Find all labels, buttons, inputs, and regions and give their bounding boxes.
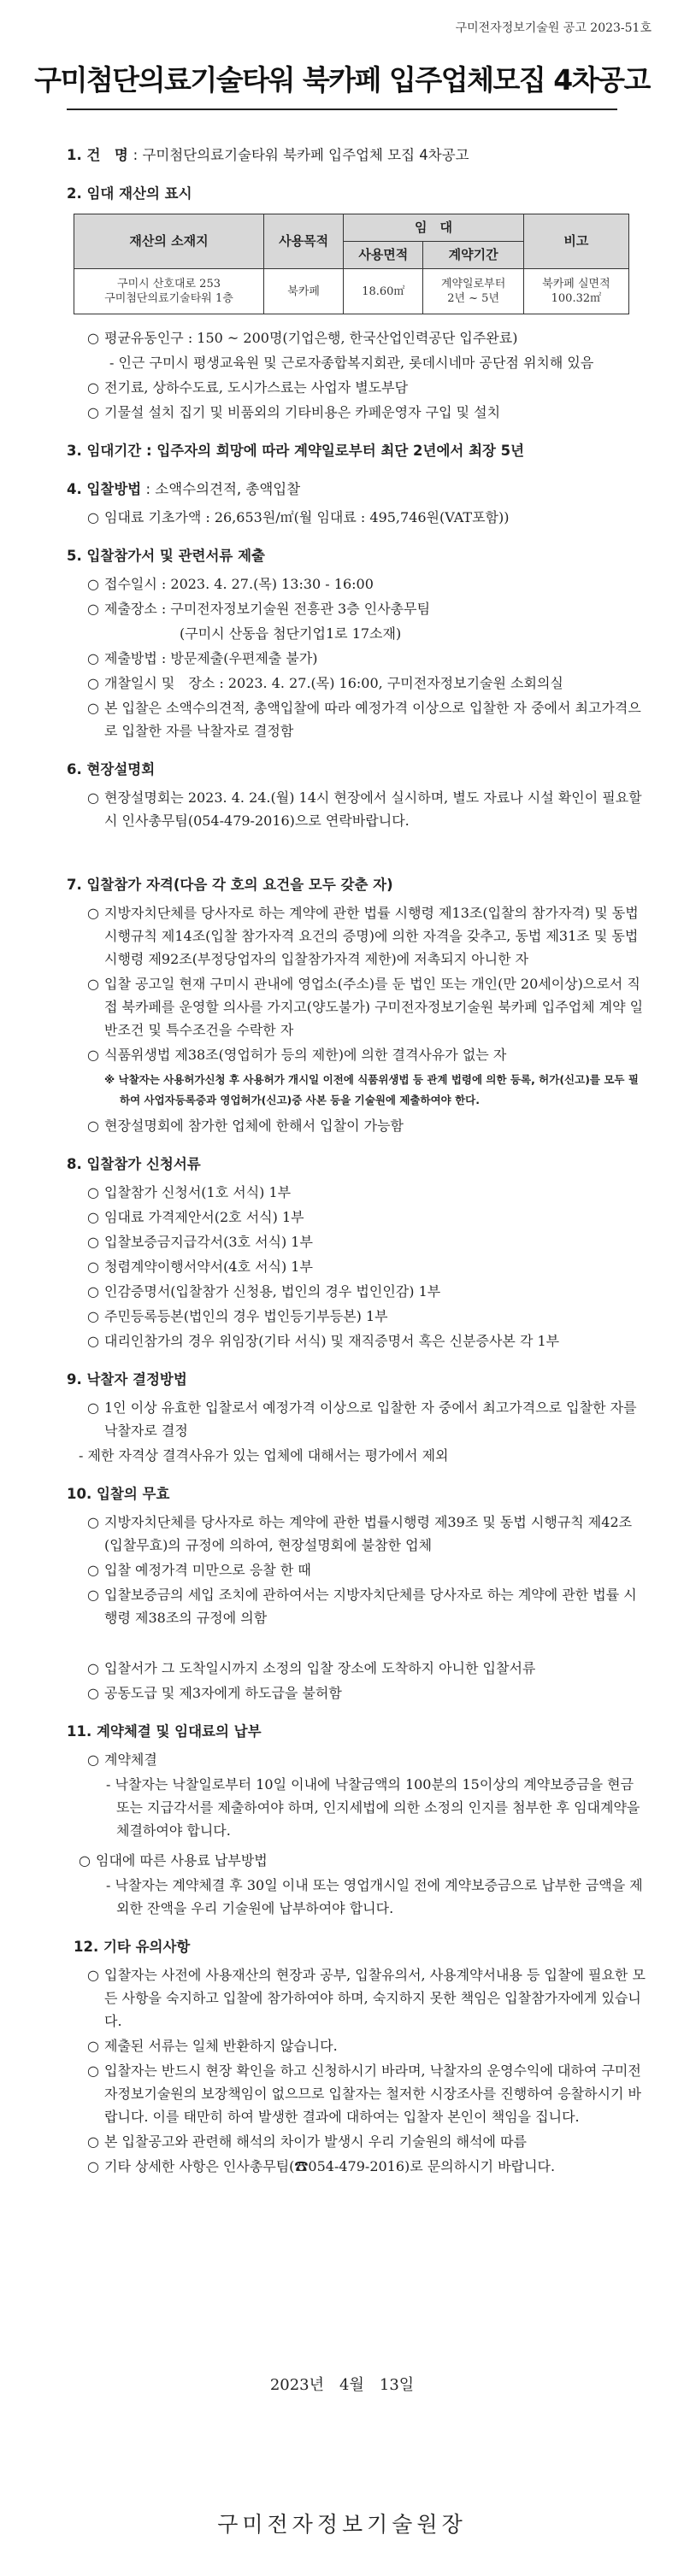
bullet-marker: ○ (87, 1308, 99, 1324)
bullet-marker: ○ (87, 404, 99, 420)
bullet-marker: ○ (87, 1660, 99, 1676)
list-item (86, 1230, 648, 1253)
bullet-marker: ○ (87, 601, 99, 617)
bullet-marker: ○ (87, 1184, 99, 1200)
item-text: 지방자치단체를 당사자로 하는 계약에 관한 법률 시행령 제13조(입찰의 참가자격) 및 동법시행규칙 제14조(입찰 참가자격 요건의 증명)에 의한 자격을 갖추고, 동법 제31조 및 동법 시행령 제92조(부정당업자의 입찰참가자격 제한)에 저촉되지 아니한 자 (104, 905, 639, 967)
list-item (86, 1255, 648, 1278)
spacer (67, 1631, 648, 1655)
item-text: 인감증명서(입찰참가 신청용, 법인의 경우 법인인감) 1부 (104, 1283, 441, 1300)
bullet-marker: ○ (87, 1399, 99, 1416)
list-item (86, 1280, 648, 1303)
period-line-2: 2년 ~ 5년 (447, 292, 500, 305)
item-text: 공동도급 및 제3자에게 하도급을 불허함 (104, 1685, 342, 1701)
bullet-marker: ○ (87, 1118, 99, 1134)
bullet-marker: ○ (87, 330, 99, 346)
section-12-head: 12. 기타 유의사항 (74, 1939, 191, 1955)
item-text: 본 입찰은 소액수의견적, 총액입찰에 따라 예정가격 이상으로 입찰한 자 중에서 최고가격으로 입찰한 자를 낙찰자로 결정함 (104, 700, 641, 739)
cell-note (523, 269, 628, 314)
note-line-1: 북카페 실면적 (542, 278, 610, 290)
item-text: 기타 상세한 사항은 인사총무팀(☎054-479-2016)로 문의하시기 바랍니다. (104, 2158, 556, 2174)
bullet-marker: ○ (87, 509, 99, 525)
section-2-head: 2. 임대 재산의 표시 (67, 185, 192, 202)
cell-area: 18.60㎡ (344, 269, 423, 314)
item-text: 입찰자는 반드시 현장 확인을 하고 신청하시기 바라며, 낙찰자의 운영수익에 대하여 구미전자정보기술원의 보장책임이 없으므로 입찰자는 철저한 시장조사를 진행하여 응찰하시기 바랍니다. 이를 태만히 하여 발생한 결과에 대하여는 입찰자 본인이 책임을 집니다. (104, 2063, 642, 2125)
list-item (86, 1963, 648, 2033)
item-text: 입찰서가 그 도착일시까지 소정의 입찰 장소에 도착하지 아니한 입찰서류 (104, 1660, 536, 1676)
list-subitem: - 제한 자격상 결격사유가 있는 업체에 대해서는 평가에서 제외 (79, 1447, 449, 1464)
bullet-marker: ○ (79, 1852, 91, 1869)
list-item (86, 1511, 648, 1557)
list-item (86, 1206, 648, 1229)
item-text: 청렴계약이행서약서(4호 서식) 1부 (104, 1259, 313, 1275)
th-area: 사용면적 (344, 242, 423, 269)
spacer (67, 834, 648, 858)
bullet-marker: ○ (87, 1587, 99, 1603)
bullet-marker: ○ (87, 1333, 99, 1349)
section-4 (67, 478, 648, 501)
item-text: 임대료 가격제안서(2호 서식) 1부 (104, 1209, 304, 1225)
bullet-marker: ○ (87, 1209, 99, 1225)
notice-number: 구미전자정보기술원 공고 2023-51호 (455, 21, 652, 35)
section-3-head: 3. 임대기간 : 입주자의 희망에 따라 계약일로부터 최단 2년에서 최장 5년 (67, 443, 525, 459)
section-4-head: 4. 입찰방법 (67, 481, 142, 497)
bullet-marker: ○ (87, 1562, 99, 1578)
item-text: 현장설명회에 참가한 업체에 한해서 입찰이 가능함 (104, 1118, 404, 1134)
bullet-marker: ○ (87, 1967, 99, 1983)
lease-property-table (74, 214, 629, 314)
list-item (86, 1583, 648, 1629)
list-item (86, 2034, 648, 2057)
list-subitem: (구미시 산동읍 첨단기업1로 17소재) (180, 625, 402, 642)
item-text: 임대에 따른 사용료 납부방법 (96, 1852, 268, 1869)
notice-remark: ※ 낙찰자는 사용허가신청 후 사용허가 개시일 이전에 식품위생법 등 관계 법령에 의한 등록, 허가(신고)를 모두 필하여 사업자등록증과 영업허가(신고)증 사본 등을 기술원에 제출하여야 한다. (104, 1073, 639, 1106)
item-text: 계약체결 (104, 1752, 157, 1768)
list-item (77, 1849, 648, 1872)
item-text: 입찰 예정가격 미만으로 응찰 한 때 (104, 1562, 311, 1578)
bullet-marker: ○ (87, 1047, 99, 1063)
list-item (86, 326, 648, 349)
list-item (86, 2155, 648, 2178)
list-item (86, 696, 648, 742)
cell-location (74, 269, 264, 314)
th-use: 사용목적 (264, 214, 344, 269)
title-divider (67, 109, 617, 110)
issuer-name: 구미전자정보기술원장 (217, 2512, 467, 2537)
bullet-marker: ○ (87, 379, 99, 396)
page-title: 구미첨단의료기술타워 북카페 입주업체모집 4차공고 (34, 63, 650, 97)
list-item (86, 401, 648, 424)
bullet-marker: ○ (87, 576, 99, 592)
item-text: 제출된 서류는 일체 반환하지 않습니다. (104, 2038, 338, 2054)
list-item (86, 1681, 648, 1705)
section-8-head: 8. 입찰참가 신청서류 (67, 1156, 201, 1172)
item-text: 입찰참가 신청서(1호 서식) 1부 (104, 1184, 292, 1200)
list-item (86, 1043, 648, 1066)
section-10-head: 10. 입찰의 무효 (67, 1486, 170, 1502)
bullet-marker: ○ (87, 650, 99, 666)
bullet-marker: ○ (87, 675, 99, 691)
table-row (74, 269, 629, 314)
location-line-1: 구미시 산호대로 253 (117, 278, 221, 290)
item-text: 접수일시 : 2023. 4. 27.(목) 13:30 - 16:00 (104, 576, 374, 592)
list-item (86, 672, 648, 695)
item-text: 입찰자는 사전에 사용재산의 현장과 공부, 입찰유의서, 사용계약서내용 등 입찰에 필요한 모든 사항을 숙지하고 입찰에 참가하여야 하며, 숙지하지 못한 책임은 입찰참가자에게 있습니다. (104, 1967, 646, 2029)
bullet-marker: ○ (87, 2133, 99, 2150)
item-text: 대리인참가의 경우 위임장(기타 서식) 및 재직증명서 혹은 신분증사본 각 1부 (104, 1333, 560, 1349)
section-7-head: 7. 입찰참가 자격(다음 각 호의 요건을 모두 갖춘 자) (67, 877, 393, 893)
list-item (86, 2130, 648, 2153)
list-item (86, 506, 648, 529)
list-item (86, 1396, 648, 1442)
item-text: 제출방법 : 방문제출(우편제출 불가) (104, 650, 318, 666)
list-item (86, 1329, 648, 1353)
th-lease: 임 대 (344, 214, 524, 242)
section-1: 1. 건 명 : 구미첨단의료기술타워 북카페 입주업체 모집 4차공고 (67, 147, 469, 163)
bullet-marker: ○ (87, 1234, 99, 1250)
item-text: 기물설 설치 집기 및 비품외의 기타비용은 카페운영자 구입 및 설치 (104, 404, 501, 420)
item-text: 제출장소 : 구미전자정보기술원 전흥관 3층 인사총무팀 (104, 601, 431, 617)
bullet-marker: ○ (87, 1259, 99, 1275)
note-line-2: 100.32㎡ (551, 292, 602, 305)
item-text: 지방자치단체를 당사자로 하는 계약에 관한 법률시행령 제39조 및 동법 시행규칙 제42조(입찰무효)의 규정에 의하여, 현장설명회에 불참한 업체 (104, 1514, 633, 1553)
list-item (86, 2059, 648, 2128)
list-item (86, 597, 648, 620)
bullet-marker: ○ (87, 1514, 99, 1530)
list-subitem: - 낙찰자는 계약체결 후 30일 이내 또는 영업개시일 전에 계약보증금으로 납부한 금액을 제외한 잔액을 우리 기술원에 납부하여야 합니다. (106, 1877, 643, 1916)
bullet-marker: ○ (87, 2063, 99, 2079)
bullet-marker: ○ (87, 1752, 99, 1768)
section-9-head: 9. 낙찰자 결정방법 (67, 1371, 187, 1388)
section-1-text: 구미첨단의료기술타워 북카페 입주업체 모집 4차공고 (142, 147, 469, 163)
item-text: 임대료 기초가액 : 26,653원/㎡(월 임대료 : 495,746원(VAT포함)) (104, 509, 510, 525)
list-item (86, 1181, 648, 1204)
item-text: 전기료, 상하수도료, 도시가스료는 사업자 별도부담 (104, 379, 409, 396)
section-4-text: : 소액수의견적, 총액입찰 (141, 481, 301, 497)
bullet-marker: ○ (87, 2038, 99, 2054)
item-text: 본 입찰공고와 관련해 해석의 차이가 발생시 우리 기술원의 해석에 따름 (104, 2133, 527, 2150)
section-5-head: 5. 입찰참가서 및 관련서류 제출 (67, 548, 265, 564)
th-location: 재산의 소재지 (74, 214, 264, 269)
bullet-marker: ○ (87, 905, 99, 921)
list-item (86, 376, 648, 399)
announcement-date: 2023년 4월 13일 (269, 2376, 415, 2394)
cell-use: 북카페 (264, 269, 344, 314)
th-period: 계약기간 (423, 242, 523, 269)
item-text: 입찰 공고일 현재 구미시 관내에 영업소(주소)를 둔 법인 또는 개인(만 20세이상)으로서 직접 북카페를 운영할 의사를 가지고(양도불가) 구미전자정보기술원 북카페 입주업체 계약 일반조건 및 특수조건을 수락한 자 (104, 976, 644, 1038)
bullet-marker: ○ (87, 700, 99, 716)
list-item (86, 1305, 648, 1328)
notice-body (67, 128, 648, 2180)
item-text: 평균유동인구 : 150 ~ 200명(기업은행, 한국산업인력공단 입주완료) (104, 330, 518, 346)
section-11-head: 11. 계약체결 및 임대료의 납부 (67, 1723, 262, 1740)
item-text: 입찰보증금의 세입 조치에 관하여서는 지방자치단체를 당사자로 하는 계약에 관한 법률 시행령 제38조의 규정에 의함 (104, 1587, 637, 1626)
bullet-marker: ○ (87, 1283, 99, 1300)
list-subitem: - 인근 구미시 평생교육원 및 근로자종합복지회관, 롯데시네마 공단점 위치해 있음 (109, 355, 594, 371)
cell-period (423, 269, 523, 314)
list-item (86, 572, 648, 596)
list-item (86, 901, 648, 971)
item-text: 식품위생법 제38조(영업허가 등의 제한)에 의한 결격사유가 없는 자 (104, 1047, 507, 1063)
section-1-head: 1. 건 명 (67, 147, 128, 163)
list-item (86, 1558, 648, 1581)
item-text: 주민등록등본(법인의 경우 법인등기부등본) 1부 (104, 1308, 388, 1324)
bullet-marker: ○ (87, 2158, 99, 2174)
period-line-1: 계약일로부터 (440, 278, 506, 290)
list-item (86, 786, 648, 832)
item-text: 개찰일시 및 장소 : 2023. 4. 27.(목) 16:00, 구미전자정보기술원 소회의실 (104, 675, 563, 691)
item-text: 입찰보증금지급각서(3호 서식) 1부 (104, 1234, 313, 1250)
list-item (86, 1114, 648, 1137)
list-item (86, 1748, 648, 1771)
section-6-head: 6. 현장설명회 (67, 761, 156, 777)
th-note: 비고 (523, 214, 628, 269)
item-text: 1인 이상 유효한 입찰로서 예정가격 이상으로 입찰한 자 중에서 최고가격으로 입찰한 자를 낙찰자로 결정 (104, 1399, 637, 1439)
list-item (86, 647, 648, 670)
bullet-marker: ○ (87, 1685, 99, 1701)
bullet-marker: ○ (87, 789, 99, 806)
item-text: 현장설명회는 2023. 4. 24.(월) 14시 현장에서 실시하며, 별도 자료나 시설 확인이 필요할 시 인사총무팀(054-479-2016)으로 연락바랍니다. (104, 789, 642, 829)
list-item (86, 972, 648, 1042)
list-item (86, 1657, 648, 1680)
bullet-marker: ○ (87, 976, 99, 992)
location-line-2: 구미첨단의료기술타워 1층 (104, 292, 233, 305)
list-subitem: - 낙찰자는 낙찰일로부터 10일 이내에 낙찰금액의 100분의 15이상의 계약보증금을 현금 또는 지급각서를 제출하여야 하며, 인지세법에 의한 소정의 인지를 첨부한 후 임대계약을 체결하여야 합니다. (106, 1776, 640, 1839)
